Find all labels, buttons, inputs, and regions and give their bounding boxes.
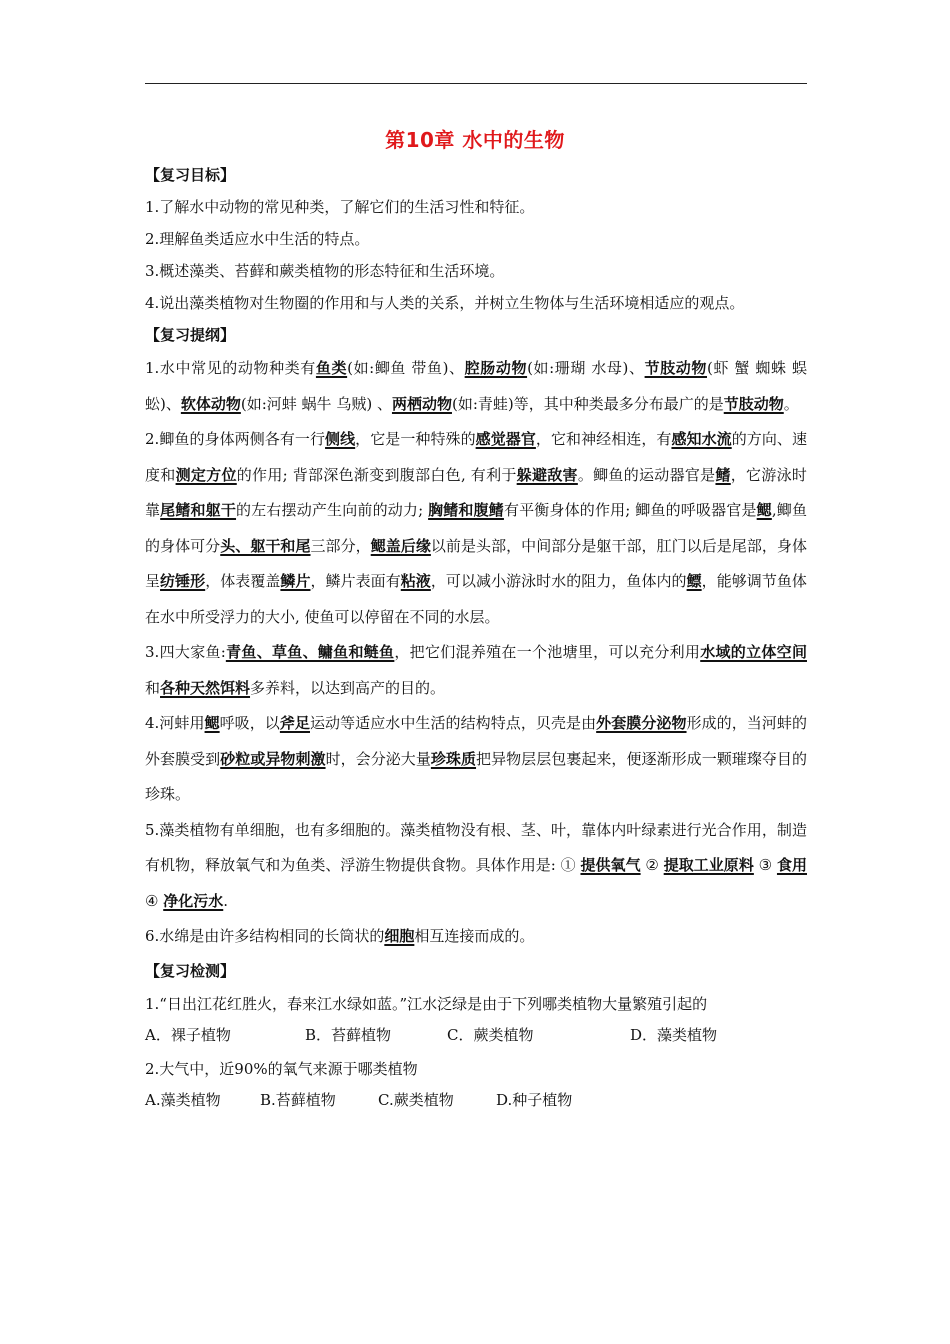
key-term: 胸鳍和腹鳍 xyxy=(428,501,504,519)
section-heading-outline: 【复习提纲】 xyxy=(145,326,236,344)
key-term: 青鱼、草鱼、鳙鱼和鲢鱼 xyxy=(225,643,395,661)
goal-item: 1.了解水中动物的常见种类，了解它们的生活习性和特征。 xyxy=(145,198,535,216)
key-term: 净化污水 xyxy=(163,891,224,910)
text-run: (虾 蟹 蜘蛛 蜈蚣)、 xyxy=(145,359,807,413)
key-term: 鳃盖后缘 xyxy=(370,536,431,555)
text-run: 的方向、速度和 xyxy=(145,430,807,484)
text-run: 4.河蚌用 xyxy=(145,714,205,732)
key-term: 斧足 xyxy=(279,714,310,732)
key-term: 纺锤形 xyxy=(160,572,206,590)
key-term: 感知水流 xyxy=(671,430,732,448)
key-term: 躲避敌害 xyxy=(516,465,578,484)
key-term: 测定方位 xyxy=(175,465,237,484)
question-options xyxy=(145,1019,807,1051)
chapter-title: 第10章 水中的生物 xyxy=(385,128,565,152)
document-body xyxy=(145,159,807,1116)
text-run: (如:河蚌 蜗牛 乌贼) 、 xyxy=(240,394,392,413)
text-run: (如:鲫鱼 带鱼)、 xyxy=(347,359,465,377)
text-run: 运动等适应水中生活的结构特点，贝壳是由 xyxy=(310,714,597,732)
text-run: 呼吸，以 xyxy=(219,714,280,732)
text-run: ② xyxy=(640,856,664,874)
text-run: ，鳞片表面有 xyxy=(310,572,401,590)
key-term: 尾鳍和躯干 xyxy=(160,501,237,519)
header-rule xyxy=(145,83,807,84)
key-term: 两栖动物 xyxy=(391,394,452,413)
key-term: 砂粒或异物刺激 xyxy=(220,749,326,768)
text-run: 相互连接而成的。 xyxy=(414,927,535,945)
key-term: 鳔 xyxy=(686,572,702,590)
outline-paragraph xyxy=(145,919,807,955)
text-run: . xyxy=(223,891,229,910)
text-run: ,鲫鱼的身体可分 xyxy=(145,501,807,555)
option-c: C.蕨类植物 xyxy=(378,1090,454,1109)
question-text: 2.大气中，近90%的氧气来源于哪类植物 xyxy=(145,1059,418,1078)
key-term: 水域的立体空间 xyxy=(700,643,807,661)
key-term: 感觉器官 xyxy=(475,430,536,448)
text-run: ，把它们混养殖在一个池塘里，可以充分利用 xyxy=(394,643,701,661)
key-term: 细胞 xyxy=(384,927,415,945)
text-run: (如:珊瑚 水母)、 xyxy=(527,359,645,377)
goal-item: 4.说出藻类植物对生物圈的作用和与人类的关系，并树立生物体与生活环境相适应的观点。 xyxy=(145,294,745,312)
text-run: 时，会分泌大量 xyxy=(325,749,431,768)
text-run: 。 xyxy=(783,394,799,413)
text-run: 三部分， xyxy=(310,536,371,555)
outline-paragraph xyxy=(145,351,807,422)
option-d: D.种子植物 xyxy=(496,1090,573,1109)
goal-item: 2.理解鱼类适应水中生活的特点。 xyxy=(145,230,370,248)
text-run: ③ xyxy=(753,856,777,874)
text-run: 1.水中常见的动物种类有 xyxy=(145,359,316,377)
key-term: 鳃 xyxy=(756,501,772,519)
key-term: 节肢动物 xyxy=(723,394,784,413)
question-options xyxy=(145,1084,807,1116)
key-term: 头、躯干和尾 xyxy=(220,536,311,555)
option-a: A.藻类植物 xyxy=(145,1090,221,1109)
key-term: 珍珠质 xyxy=(430,749,477,768)
key-term: 提取工业原料 xyxy=(663,856,754,874)
key-term: 外套膜分泌物 xyxy=(596,714,687,732)
key-term: 软体动物 xyxy=(180,394,241,413)
text-run: ，它是一种特殊的 xyxy=(355,430,476,448)
key-term: 各种天然饵料 xyxy=(160,678,251,697)
text-run: ④ xyxy=(145,891,164,910)
text-run: 5.藻类植物有单细胞，也有多细胞的。藻类植物没有根、茎、叶，靠体内叶绿素进行光合作用，制造有机物，释放氧气和为鱼类、浮游生物提供食物。具体作用是: ① xyxy=(145,820,807,874)
outline-paragraph xyxy=(145,422,807,635)
option-c: C．蕨类植物 xyxy=(447,1025,534,1044)
outline-list xyxy=(145,351,807,955)
text-run: 的左右摆动产生向前的动力; xyxy=(236,501,429,519)
text-run: 形成的，当河蚌的外套膜受到 xyxy=(145,714,807,768)
section-heading-goals: 【复习目标】 xyxy=(145,166,236,184)
key-term: 鳍 xyxy=(715,465,731,484)
option-d: D．藻类植物 xyxy=(630,1025,718,1044)
text-run: ，可以减小游泳时水的阻力，鱼体内的 xyxy=(430,572,687,590)
text-run: ，它和神经相连，有 xyxy=(535,430,672,448)
text-run: 有平衡身体的作用; 鲫鱼的呼吸器官是 xyxy=(503,501,757,519)
text-run: ，它游泳时靠 xyxy=(145,465,807,519)
text-run: 以前是头部，中间部分是躯干部，肛门以后是尾部，身体呈 xyxy=(145,536,807,590)
text-run: 和 xyxy=(145,678,161,697)
text-run: 把异物层层包裹起来，便逐渐形成一颗璀璨夺目的珍珠。 xyxy=(145,749,807,803)
text-run: 的作用; 背部深色渐变到腹部白色, 有利于 xyxy=(236,465,517,484)
text-run: (如:青蛙)等，其中种类最多分布最广的是 xyxy=(451,394,724,413)
key-term: 鱼类 xyxy=(315,359,348,377)
text-run: 。鲫鱼的运动器官是 xyxy=(577,465,716,484)
text-run: 6.水绵是由许多结构相同的长筒状的 xyxy=(145,927,385,945)
goal-item: 3.概述藻类、苔藓和蕨类植物的形态特征和生活环境。 xyxy=(145,262,505,280)
key-term: 粘液 xyxy=(400,572,431,590)
outline-paragraph xyxy=(145,635,807,706)
question-text: 1.“日出江花红胜火，春来江水绿如蓝。”江水泛绿是由于下列哪类植物大量繁殖引起的 xyxy=(145,994,708,1013)
text-run: ，体表覆盖 xyxy=(205,572,281,590)
text-run: ，能够调节鱼体在水中所受浮力的大小, 使鱼可以停留在不同的水层。 xyxy=(145,572,807,626)
outline-paragraph xyxy=(145,813,807,920)
key-term: 提供氧气 xyxy=(580,856,641,874)
key-term: 鳞片 xyxy=(280,572,311,590)
text-run: 2.鲫鱼的身体两侧各有一行 xyxy=(145,430,326,448)
key-term: 食用 xyxy=(776,856,807,874)
outline-paragraph xyxy=(145,706,807,813)
option-a: A．裸子植物 xyxy=(145,1025,231,1044)
key-term: 鳃 xyxy=(204,714,220,732)
section-heading-test: 【复习检测】 xyxy=(145,961,236,980)
key-term: 节肢动物 xyxy=(644,359,707,377)
option-b: B．苔藓植物 xyxy=(305,1025,392,1044)
key-term: 侧线 xyxy=(325,430,356,448)
key-term: 腔肠动物 xyxy=(464,359,528,377)
text-run: 多养料，以达到高产的目的。 xyxy=(250,678,446,697)
option-b: B.苔藓植物 xyxy=(260,1090,336,1109)
text-run: 3.四大家鱼: xyxy=(145,643,226,661)
